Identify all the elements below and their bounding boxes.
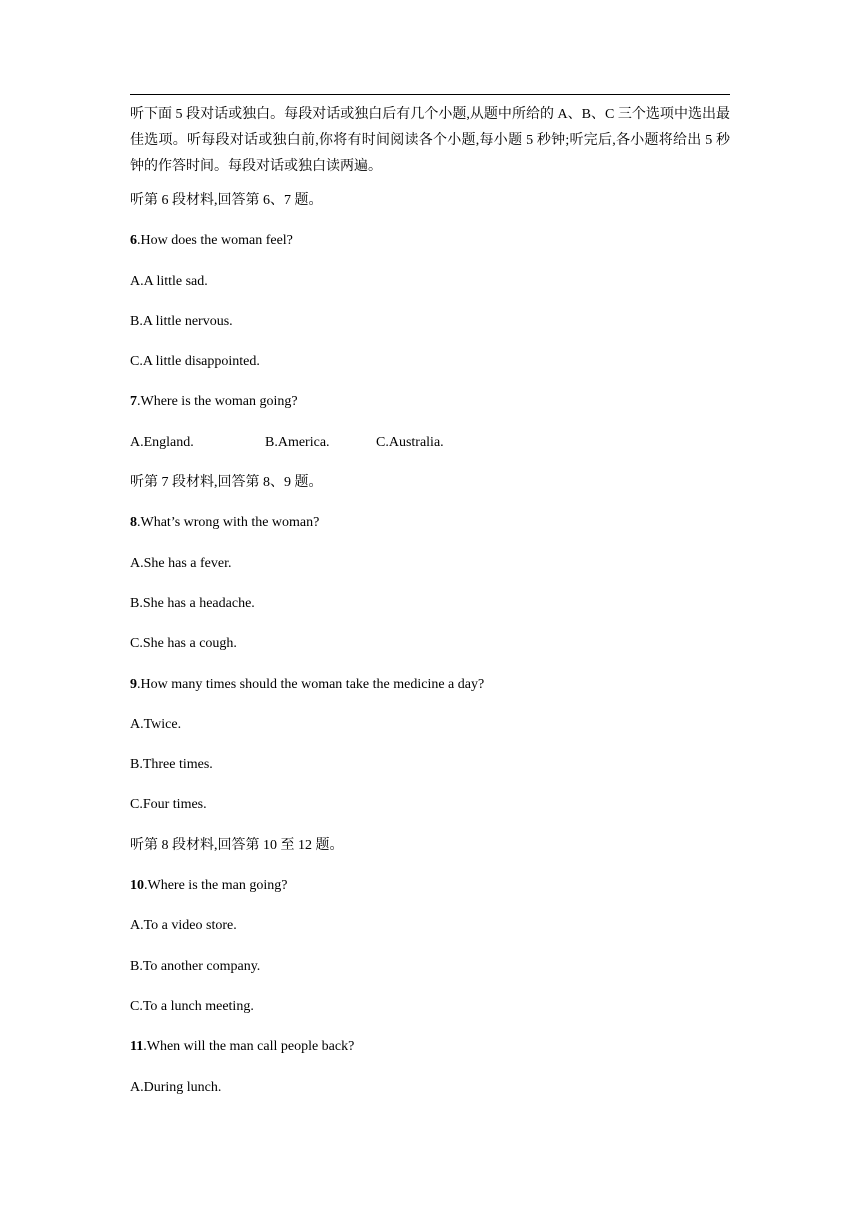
question-10 (130, 866, 730, 906)
option-9a: A.Twice. (130, 716, 182, 732)
section-heading: 听第 8 段材料,回答第 10 至 12 题。 (130, 837, 344, 853)
question-text: .How does the woman feel? (137, 233, 293, 249)
question-6 (130, 221, 730, 261)
question-number: 9 (130, 676, 137, 692)
options-row-7 (130, 423, 730, 463)
question-text: .How many times should the woman take the medicine a day? (137, 676, 485, 692)
listening-instructions: 听下面 5 段对话或独白。每段对话或独白后有几个小题,从题中所给的 A、B、C 三个选项中选出最佳选项。听每段对话或独白前,你将有时间阅读各个小题,每小题 5 秒钟;听完后,各小题将给出 5 秒钟的作答时间。每段对话或独白读两遍。 (130, 107, 730, 174)
question-text: .Where is the man going? (144, 878, 288, 894)
header-rule (130, 94, 730, 95)
option-9c: C.Four times. (130, 797, 207, 813)
document-content (130, 102, 730, 1108)
question-text: .What’s wrong with the woman? (137, 515, 320, 531)
question-7 (130, 382, 730, 422)
section-heading: 听第 6 段材料,回答第 6、7 题。 (130, 193, 323, 208)
option-10a: A.To a video store. (130, 918, 237, 934)
question-text: .Where is the woman going? (137, 394, 298, 410)
option-9b: B.Three times. (130, 757, 213, 773)
section-heading: 听第 7 段材料,回答第 8、9 题。 (130, 475, 323, 491)
option-6b: B.A little nervous. (130, 313, 233, 329)
option-8a: A.She has a fever. (130, 555, 232, 571)
option-8b: B.She has a headache. (130, 595, 255, 611)
option-7a: A.England. (130, 434, 194, 450)
option-8c: C.She has a cough. (130, 636, 237, 652)
option-6c: C.A little disappointed. (130, 354, 260, 370)
option-7c: C.Australia. (376, 434, 444, 450)
question-9 (130, 665, 730, 705)
question-number: 11 (130, 1039, 144, 1055)
question-number: 6 (130, 233, 137, 249)
option-6a: A.A little sad. (130, 273, 208, 289)
option-10b: B.To another company. (130, 958, 261, 974)
question-number: 10 (130, 878, 144, 894)
question-8 (130, 503, 730, 543)
question-11 (130, 1027, 730, 1067)
question-number: 8 (130, 515, 137, 531)
question-text: .When will the man call people back? (143, 1039, 355, 1055)
option-10c: C.To a lunch meeting. (130, 998, 254, 1014)
option-11a: A.During lunch. (130, 1079, 222, 1095)
question-number: 7 (130, 394, 137, 410)
option-7b: B.America. (265, 434, 330, 450)
